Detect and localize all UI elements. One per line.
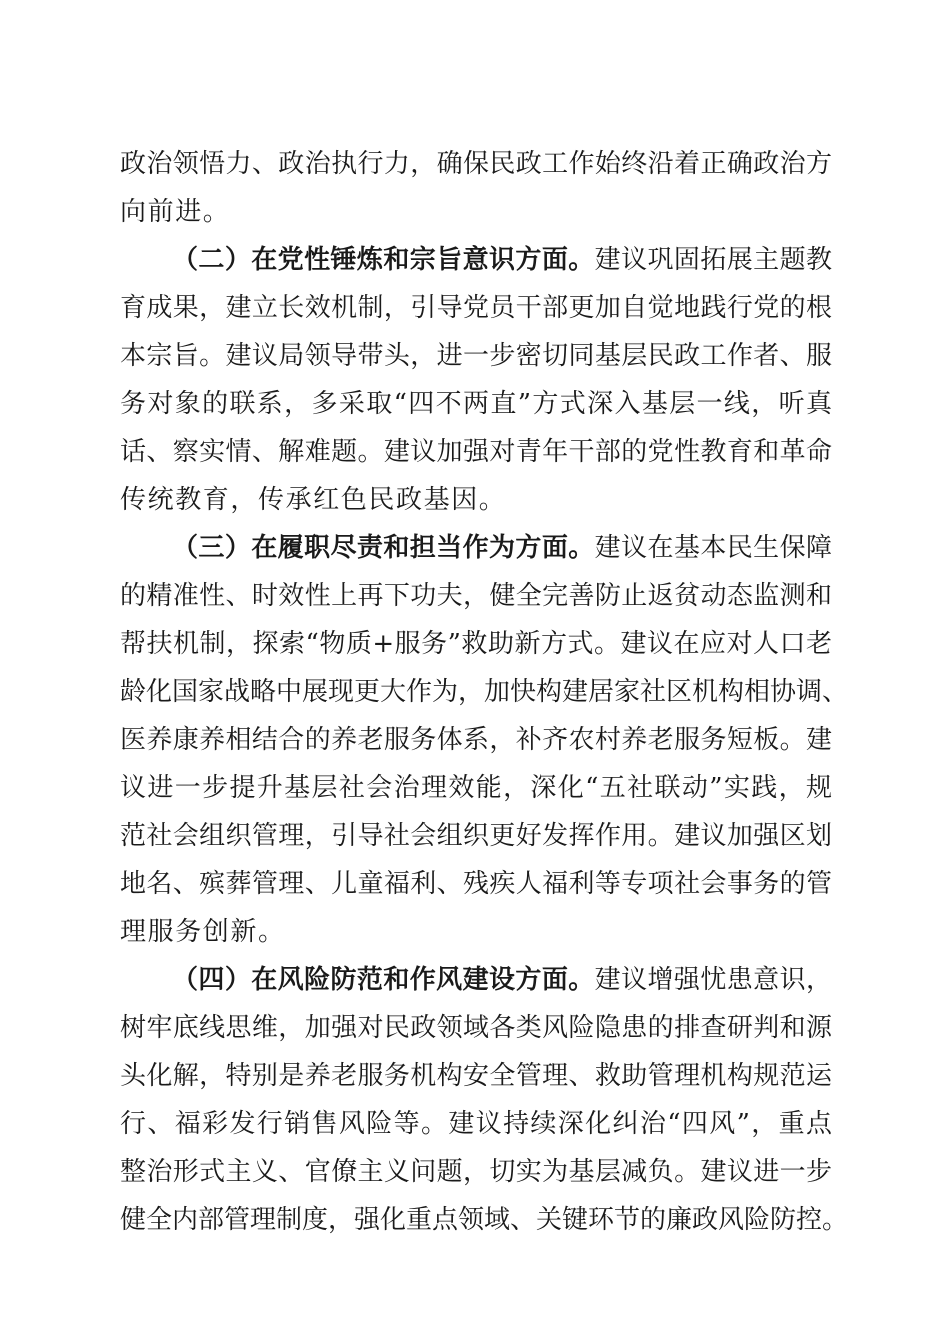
text-line: 头化解，特别是养老服务机构安全管理、救助管理机构规范运 xyxy=(120,1061,832,1091)
section-heading-2-continuation: 建议巩固拓展主题教 xyxy=(594,245,832,275)
text-line: 地名、殡葬管理、儿童福利、残疾人福利等专项社会事务的管 xyxy=(120,869,832,899)
section-heading-4-continuation: 建议增强忧患意识， xyxy=(594,965,832,995)
text-line: 行、福彩发行销售风险等。建议持续深化纠治“四风”，重点 xyxy=(120,1109,832,1139)
text-line: 医养康养相结合的养老服务体系，补齐农村养老服务短板。建 xyxy=(120,725,832,755)
text-line: 育成果，建立长效机制，引导党员干部更加自觉地践行党的根 xyxy=(120,293,832,323)
paragraph-4-first-line xyxy=(172,956,832,1004)
section-heading-4: （四）在风险防范和作风建设方面。 xyxy=(172,965,595,995)
text-line: 向前进。 xyxy=(120,197,231,227)
text-line: 的精准性、时效性上再下功夫，健全完善防止返贫动态监测和 xyxy=(120,581,832,611)
paragraph-3-first-line xyxy=(172,524,832,572)
text-line: 政治领悟力、政治执行力，确保民政工作始终沿着正确政治方 xyxy=(120,149,832,179)
paragraph-2-first-line xyxy=(172,236,832,284)
text-line: 务对象的联系，多采取“四不两直”方式深入基层一线，听真 xyxy=(120,389,832,419)
text-line: 范社会组织管理，引导社会组织更好发挥作用。建议加强区划 xyxy=(120,821,832,851)
text-line: 本宗旨。建议局领导带头，进一步密切同基层民政工作者、服 xyxy=(120,341,832,371)
text-line: 话、察实情、解难题。建议加强对青年干部的党性教育和革命 xyxy=(120,437,832,467)
text-line: 树牢底线思维，加强对民政领域各类风险隐患的排查研判和源 xyxy=(120,1013,832,1043)
section-heading-2: （二）在党性锤炼和宗旨意识方面。 xyxy=(172,245,595,275)
text-line: 议进一步提升基层社会治理效能，深化“五社联动”实践，规 xyxy=(120,773,832,803)
text-line: 龄化国家战略中展现更大作为，加快构建居家社区机构相协调、 xyxy=(120,677,849,707)
text-line: 理服务创新。 xyxy=(120,917,286,947)
section-heading-3-continuation: 建议在基本民生保障 xyxy=(594,533,832,563)
text-line: 传统教育，传承红色民政基因。 xyxy=(120,485,507,515)
text-line: 健全内部管理制度，强化重点领域、关键环节的廉政风险防控。 xyxy=(120,1205,849,1235)
text-line: 帮扶机制，探索“物质+服务”救助新方式。建议在应对人口老 xyxy=(120,629,832,659)
section-heading-3: （三）在履职尽责和担当作为方面。 xyxy=(172,533,595,563)
text-line: 整治形式主义、官僚主义问题，切实为基层减负。建议进一步 xyxy=(120,1157,832,1187)
